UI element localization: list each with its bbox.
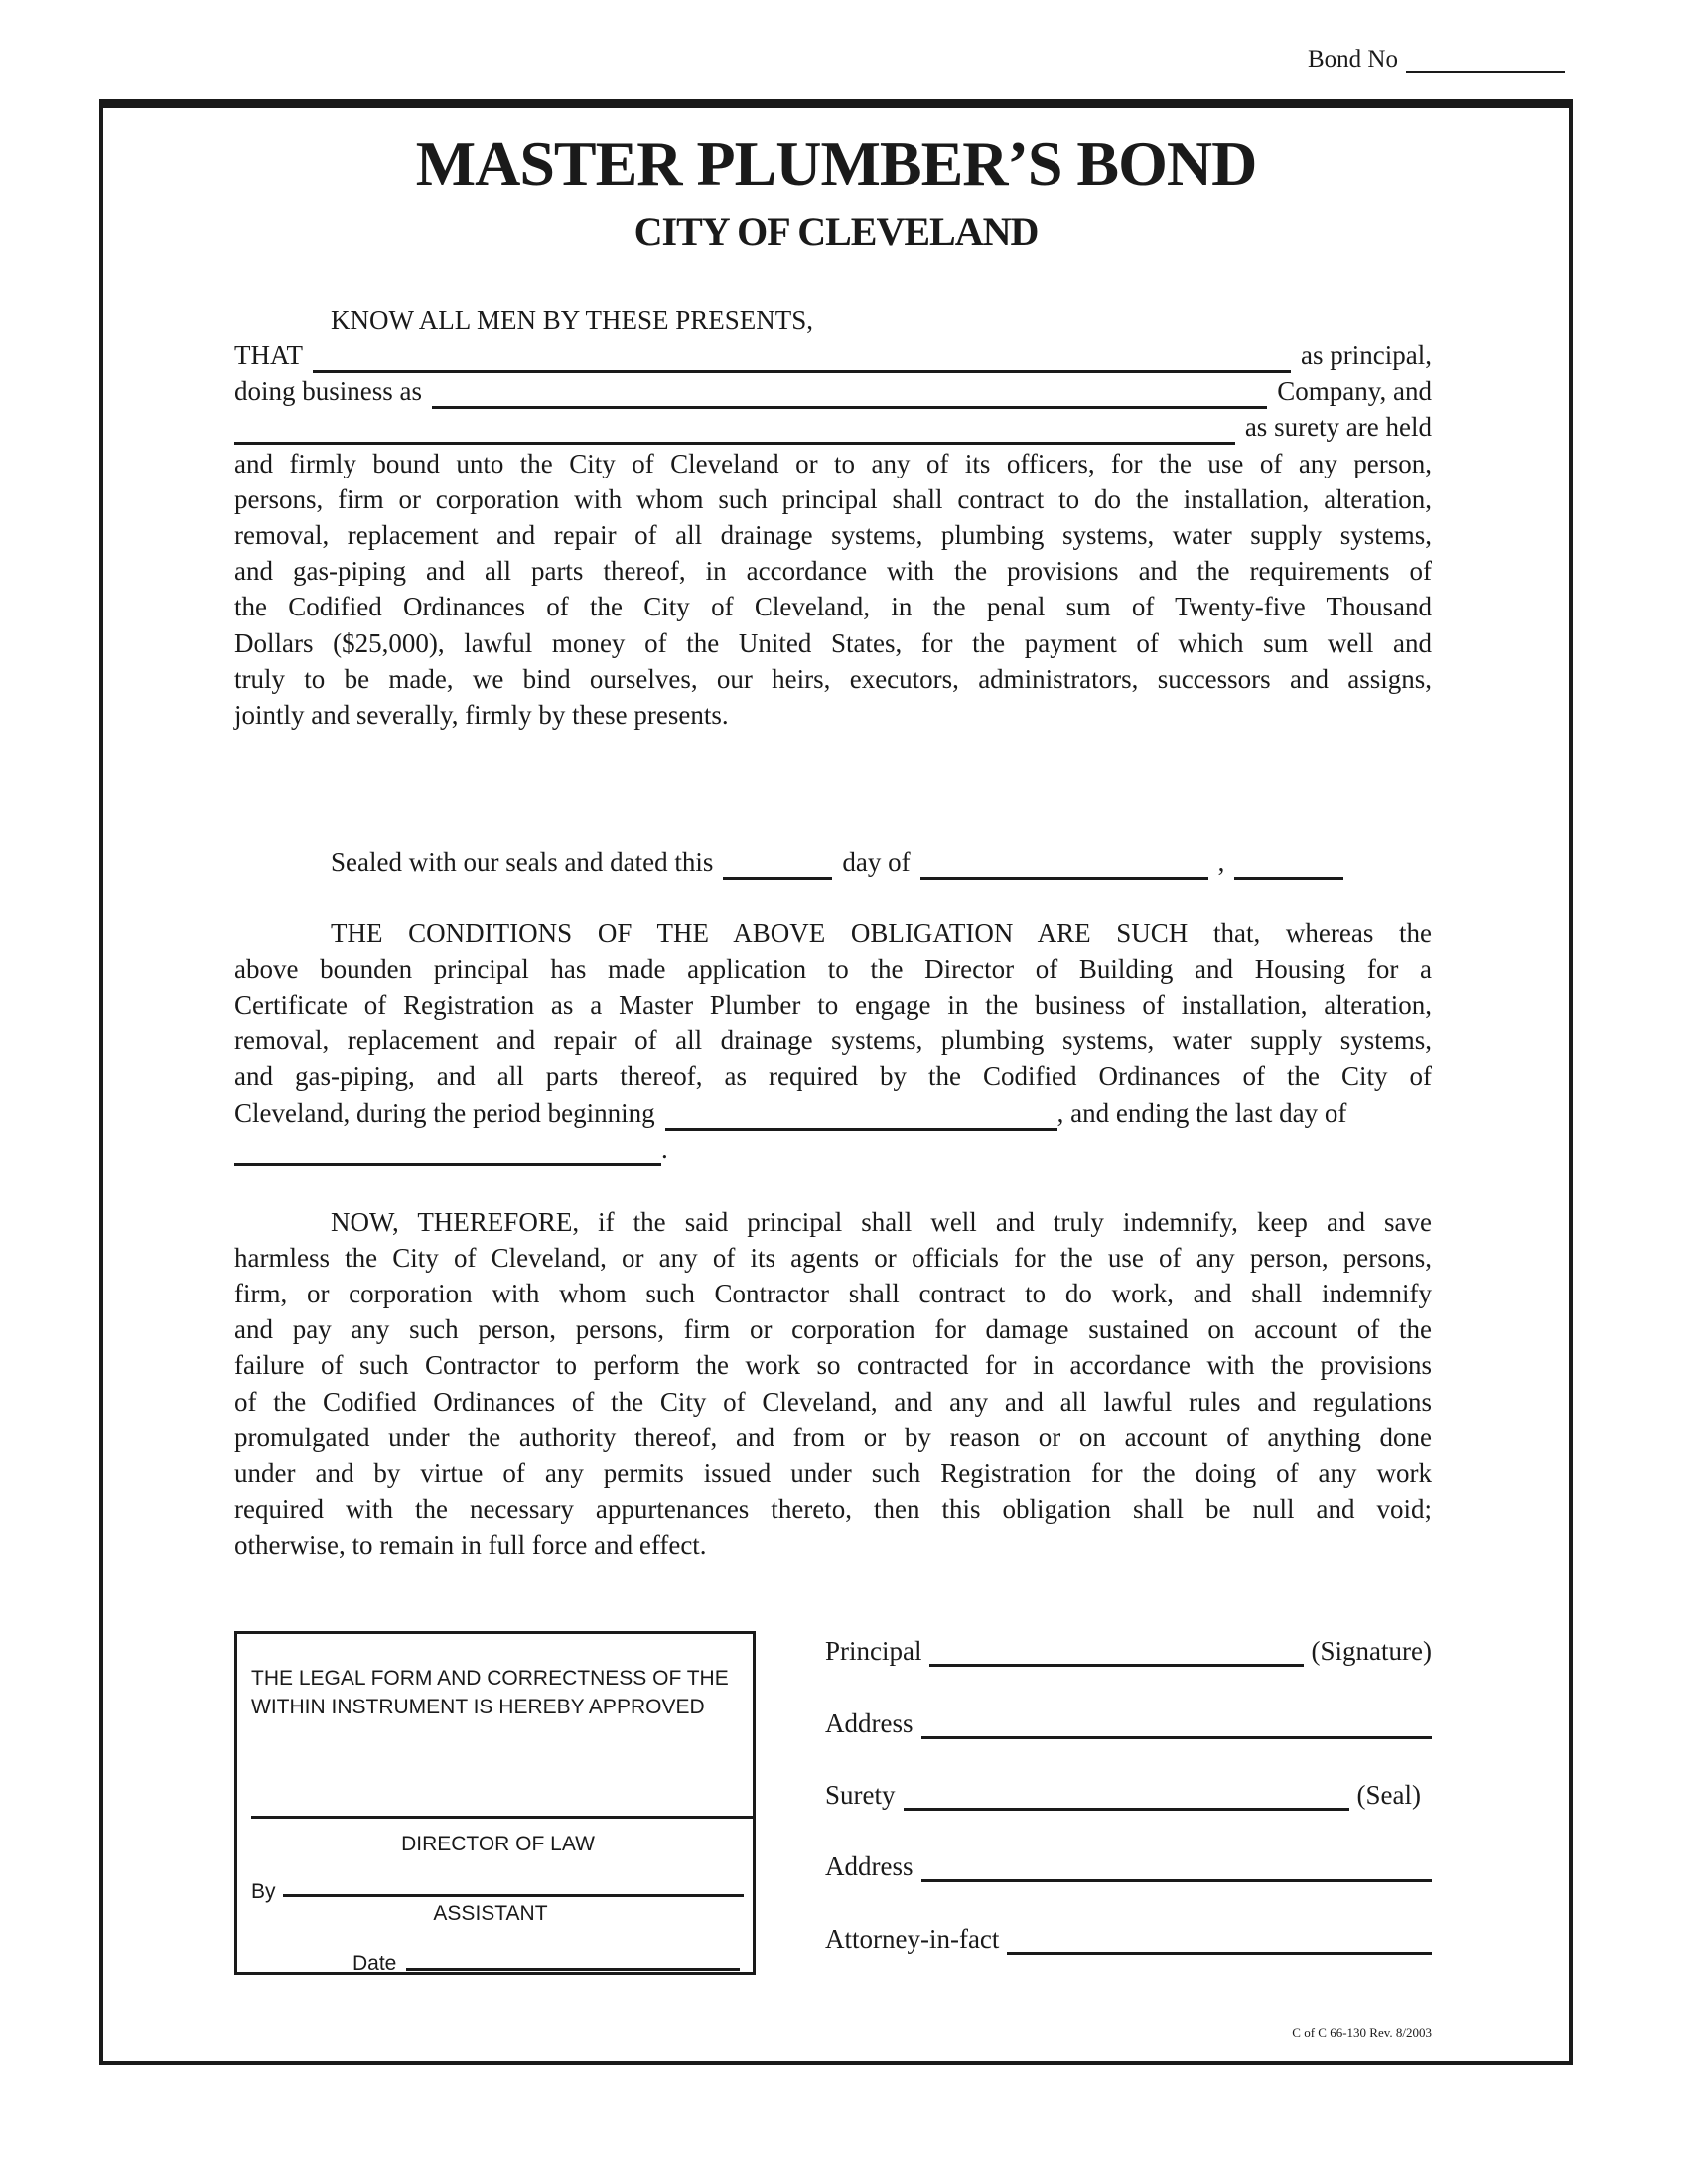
bond-no-blank[interactable] <box>1406 50 1565 73</box>
paragraph-line: of the Codified Ordinances of the City of Cleveland, and any and all lawful rules and regulations <box>234 1386 1432 1417</box>
principal-address-blank[interactable] <box>921 1715 1433 1739</box>
paragraph-line: and pay any such person, persons, firm or corporation for damage sustained on account of the <box>234 1314 1432 1345</box>
legal-approval-text: THE LEGAL FORM AND CORRECTNESS OF THE WITHIN INSTRUMENT IS HEREBY APPROVED <box>251 1667 729 1718</box>
paragraph-line: removal, replacement and repair of all drainage systems, plumbing systems, water supply systems, <box>234 1025 1432 1056</box>
page-title: MASTER PLUMBER’S BOND <box>415 128 1257 199</box>
paragraph-line: failure of such Contractor to perform the work so contracted for in accordance with the provisions <box>234 1350 1432 1381</box>
by-line[interactable] <box>283 1894 744 1897</box>
paragraph-line: removal, replacement and repair of all drainage systems, plumbing systems, water supply systems, <box>234 520 1432 551</box>
attorney-in-fact: Attorney-in-fact <box>825 1924 1432 1955</box>
sealed-line: Sealed with our seals and dated this day of , <box>331 844 1423 880</box>
page-subtitle: CITY OF CLEVELAND <box>633 209 1039 254</box>
director-signature-line[interactable] <box>251 1816 754 1819</box>
form-number: C of C 66-130 Rev. 8/2003 <box>1292 2025 1432 2040</box>
bond-number-field[interactable] <box>1308 46 1565 73</box>
month-blank[interactable] <box>920 854 1208 880</box>
know-all-men: KNOW ALL MEN BY THESE PRESENTS, <box>331 305 814 335</box>
principal-line: THAT as principal, <box>234 338 1432 373</box>
bond-no-label: Bond No <box>1308 46 1398 72</box>
principal-address: Address <box>825 1708 1432 1739</box>
paragraph-line: and firmly bound unto the City of Cleveland or to any of its officers, for the use of any person, <box>234 449 1432 478</box>
dba-line: doing business as Company, and <box>234 373 1432 409</box>
date-line[interactable] <box>406 1968 740 1971</box>
year-blank[interactable] <box>1234 854 1343 880</box>
paragraph-line: otherwise, to remain in full force and effect. <box>234 1529 707 1560</box>
surety-address-blank[interactable] <box>921 1858 1433 1882</box>
surety-signature-blank[interactable] <box>904 1787 1349 1811</box>
day-blank[interactable] <box>723 854 832 880</box>
period-begin-blank[interactable] <box>665 1105 1057 1131</box>
paragraph-line: promulgated under the authority thereof, and from or by reason or on account of anything done <box>234 1422 1432 1452</box>
paragraph-line: truly to be made, we bind ourselves, our heirs, executors, administrators, successors and assigns, <box>234 663 1432 694</box>
paragraph-line: the Codified Ordinances of the City of Cleveland, in the penal sum of Twenty-five Thousand <box>234 592 1432 622</box>
period-end-line: . <box>234 1131 1432 1166</box>
assistant-label: ASSISTANT <box>433 1902 548 1925</box>
surety-line: as surety are held <box>234 409 1432 445</box>
paragraph-line: Dollars ($25,000), lawful money of the United States, for the payment of which sum well and <box>234 627 1432 658</box>
principal-blank[interactable] <box>313 347 1291 373</box>
paragraph-line: NOW, THEREFORE, if the said principal shall well and truly indemnify, keep and save <box>331 1207 1432 1237</box>
by-label: By <box>251 1880 276 1903</box>
surety-blank[interactable] <box>234 419 1235 445</box>
paragraph-line: THE CONDITIONS OF THE ABOVE OBLIGATION ARE SUCH that, whereas the <box>331 918 1432 948</box>
period-line: Cleveland, during the period beginning , and ending the last day of <box>234 1095 1432 1131</box>
paragraph-line: required with the necessary appurtenances thereto, then this obligation shall be null and void; <box>234 1493 1432 1524</box>
surety-signature: Surety (Seal) <box>825 1780 1421 1810</box>
principal-signature: Principal (Signature) <box>825 1636 1432 1666</box>
paragraph-line: and gas-piping, and all parts thereof, as required by the Codified Ordinances of the City of <box>234 1061 1432 1092</box>
paragraph-line: jointly and severally, firmly by these presents. <box>234 699 729 730</box>
director-of-law-label: DIRECTOR OF LAW <box>401 1833 595 1855</box>
legal-approval-box <box>234 1631 756 1975</box>
paragraph-line: under and by virtue of any permits issued under such Registration for the doing of any work <box>234 1457 1432 1488</box>
dba-blank[interactable] <box>432 383 1267 409</box>
paragraph-line: persons, firm or corporation with whom such principal shall contract to do the installation, alteration, <box>234 484 1432 515</box>
paragraph-line: above bounden principal has made application to the Director of Building and Housing for a <box>234 954 1432 985</box>
period-end-blank[interactable] <box>234 1141 661 1166</box>
attorney-blank[interactable] <box>1007 1931 1432 1955</box>
paragraph-line: and gas-piping and all parts thereof, in accordance with the provisions and the requirements of <box>234 556 1432 587</box>
surety-address: Address <box>825 1851 1432 1882</box>
paragraph-line: Certificate of Registration as a Master Plumber to engage in the business of installation, alteration, <box>234 990 1432 1021</box>
paragraph-line: harmless the City of Cleveland, or any of its agents or officials for the use of any person, persons, <box>234 1243 1432 1274</box>
date-label: Date <box>352 1952 397 1975</box>
principal-signature-blank[interactable] <box>929 1643 1303 1667</box>
paragraph-line: firm, or corporation with whom such Contractor shall contract to do work, and shall indemnify <box>234 1279 1432 1309</box>
